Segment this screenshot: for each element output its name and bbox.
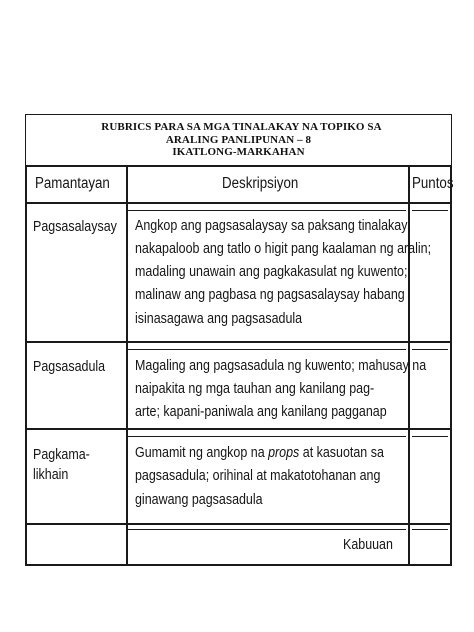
description-line: ginawang pagsasadula [135, 492, 263, 508]
criterion-pagsasadula: Pagsasadula [33, 359, 106, 375]
description-line: nakapaloob ang tatlo o higit pang kaalaman ng aralin; [135, 241, 432, 257]
title-line-2: ARALING PANLIPUNAN – 8 [165, 134, 312, 146]
title-line-1: RUBRICS PARA SA MGA TINALAKAY NA TOPIKO SA [101, 121, 382, 133]
title-line-3: IKATLONG-MARKAHAN [172, 146, 305, 158]
total-label: Kabuuan [343, 537, 393, 553]
description-line: pagsasadula; orihinal at makatotohanan ang [135, 468, 381, 484]
description-line: arte; kapani-paniwala ang kanilang pagganap [135, 404, 387, 420]
rubric-title [25, 114, 452, 162]
header-description: Deskripsiyon [222, 175, 299, 192]
header-criterion: Pamantayan [35, 175, 110, 192]
criterion-pagsasalaysay: Pagsasalaysay [33, 219, 117, 235]
description-line: Gumamit ng angkop na props at kasuotan sa [135, 445, 384, 461]
description-line: malinaw ang pagbasa ng pagsasalaysay habang [135, 287, 405, 303]
header-points: Puntos [412, 175, 454, 192]
criterion-pagkamalikhain-line1: Pagkama- [33, 447, 90, 463]
description-line: isinasagawa ang pagsasadula [135, 311, 303, 327]
description-line: naipakita ng mga tauhan ang kanilang pag- [135, 381, 375, 397]
description-line: madaling unawain ang pagkakasulat ng kuwento; [135, 264, 408, 280]
description-line: Magaling ang pagsasadula ng kuwento; mahusay na [135, 358, 427, 374]
rubric-table [25, 165, 452, 566]
props-italic: props [268, 445, 300, 461]
criterion-pagkamalikhain-line2: likhain [33, 467, 69, 483]
description-line: Angkop ang pagsasalaysay sa paksang tinalakay; [135, 218, 411, 234]
